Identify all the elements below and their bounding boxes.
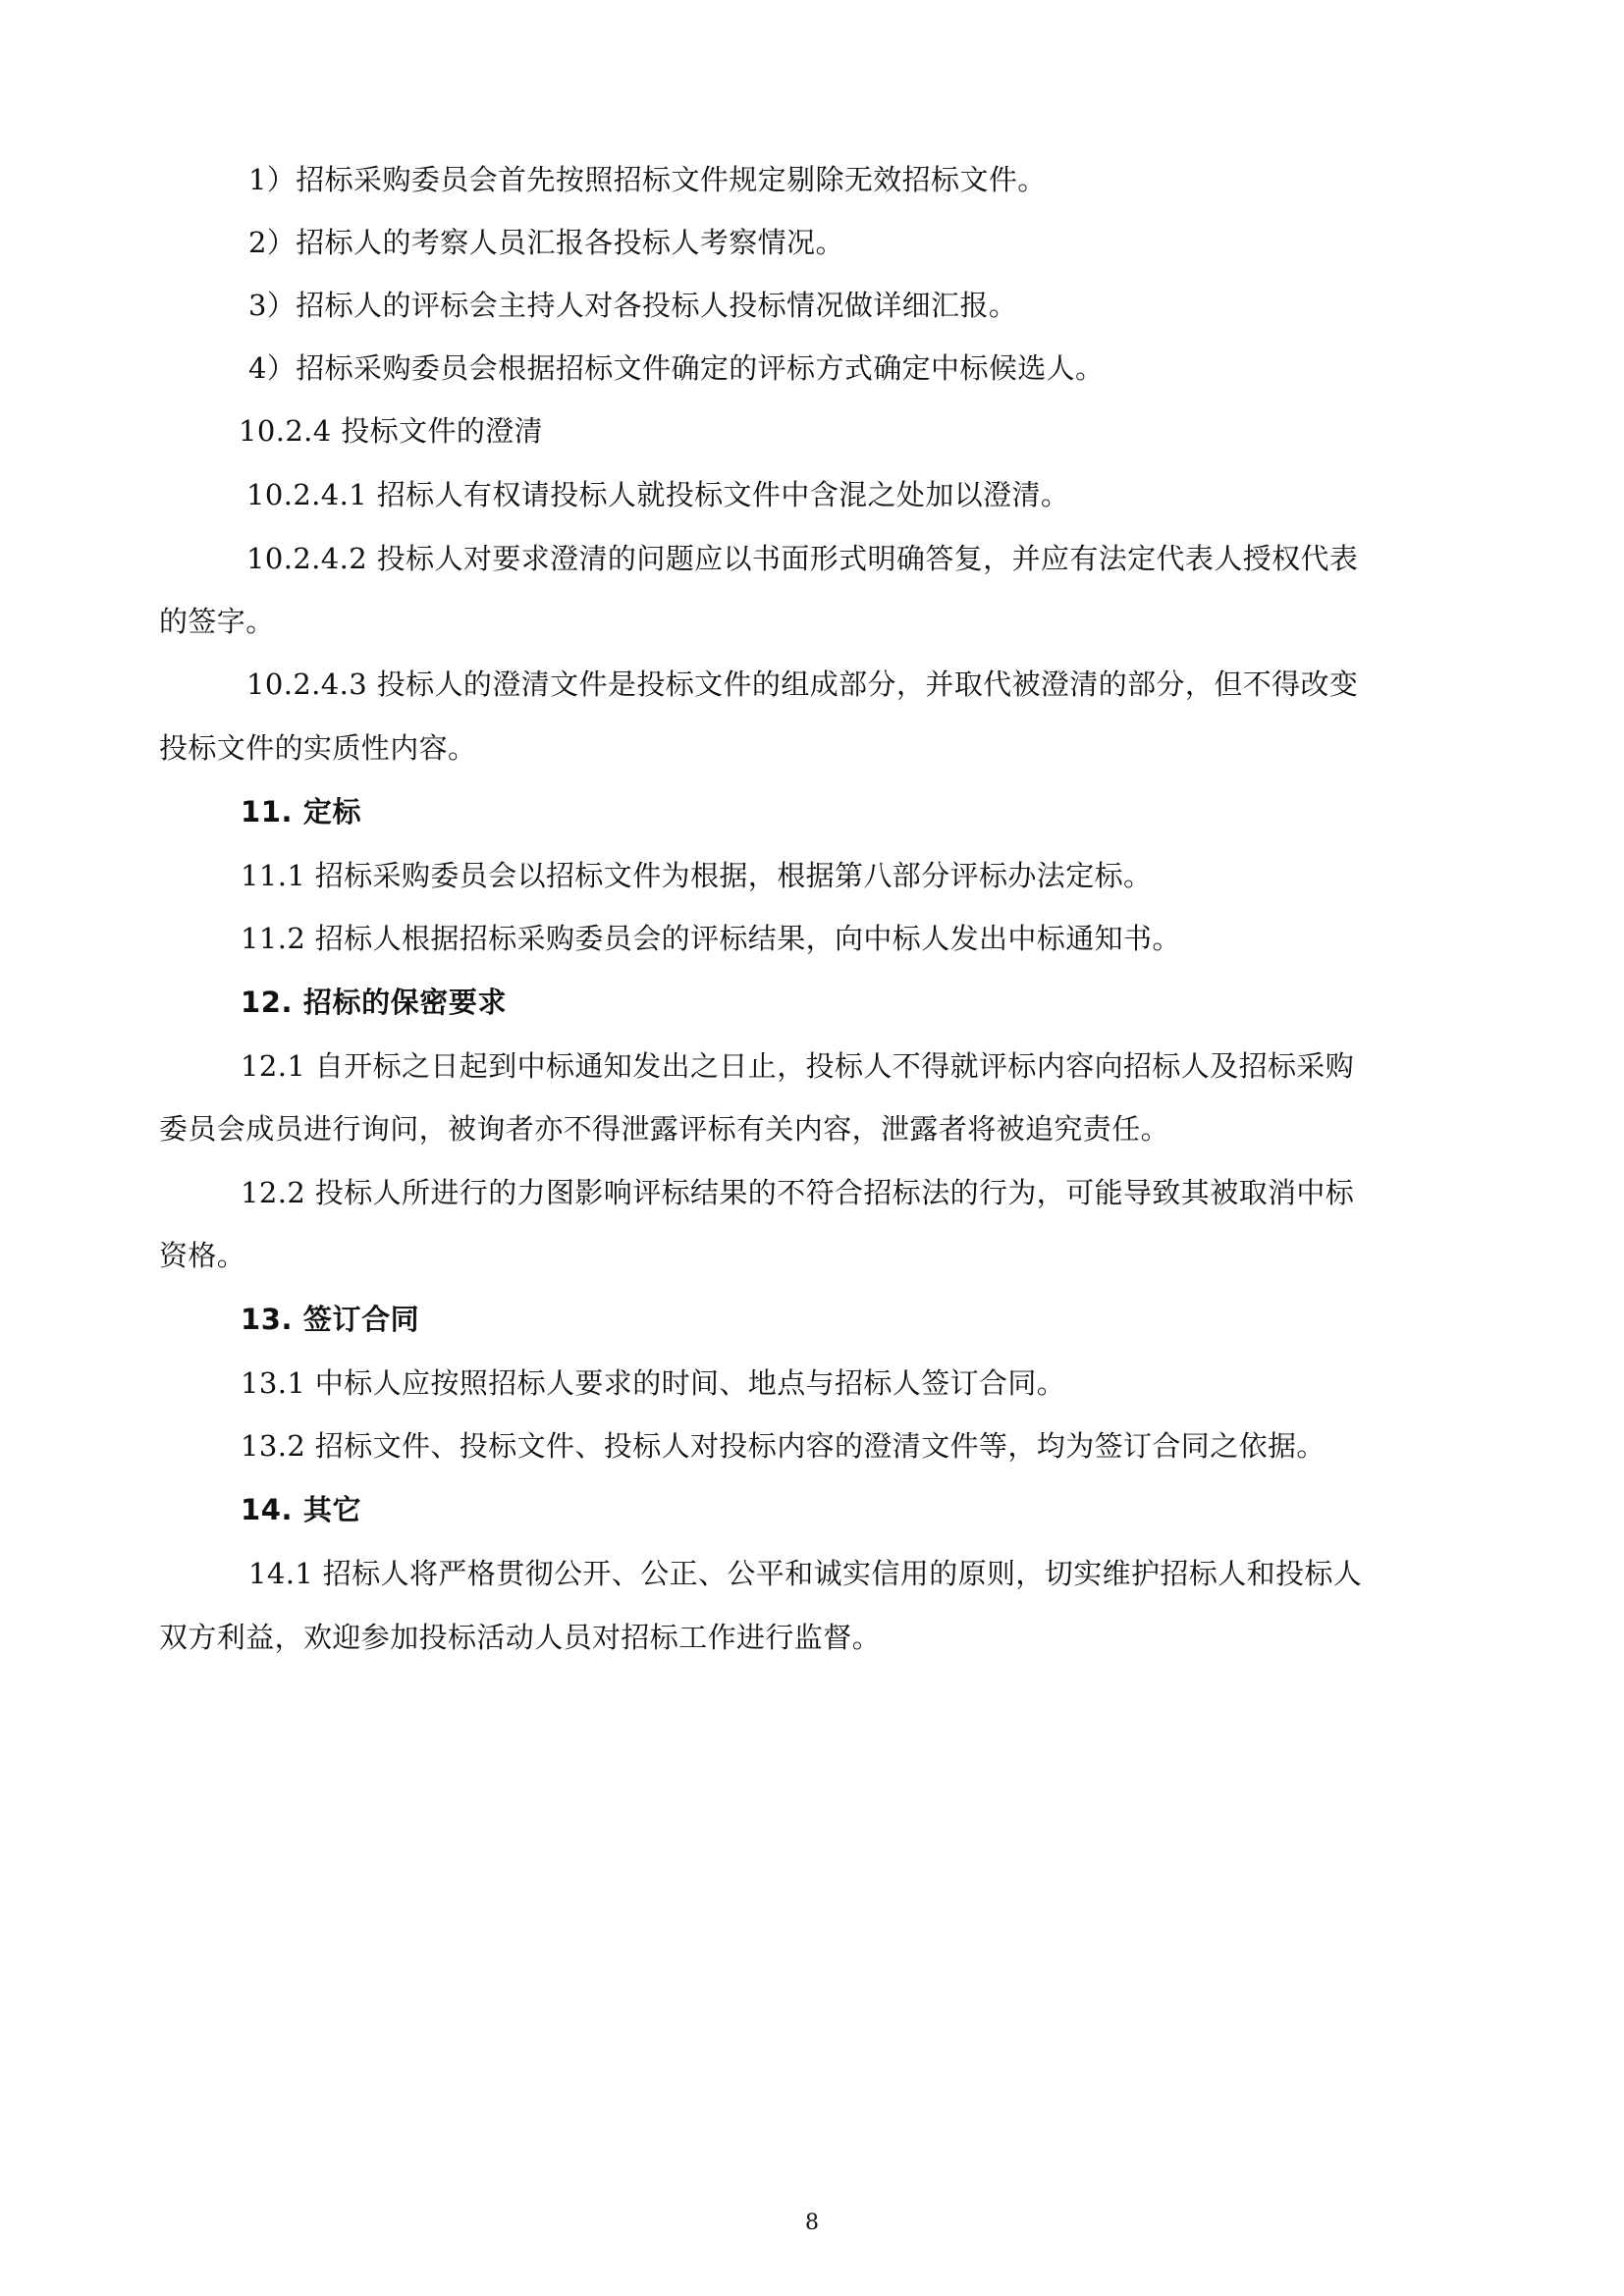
paragraph-line: 双方利益，欢迎参加投标活动人员对招标工作进行监督。 (159, 1621, 882, 1654)
paragraph-line: 10.2.4.3 投标人的澄清文件是投标文件的组成部分，并取代被澄清的部分，但不得改变 (246, 667, 1359, 701)
paragraph-line: 11.2 招标人根据招标采购委员会的评标结果，向中标人发出中标通知书。 (241, 922, 1181, 955)
section-heading: 11. 定标 (241, 795, 362, 828)
paragraph-line: 12.1 自开标之日起到中标通知发出之日止，投标人不得就评标内容向招标人及招标采购 (241, 1049, 1355, 1083)
paragraph-line: 2）招标人的考察人员汇报各投标人考察情况。 (248, 226, 844, 259)
subsection-title: 10.2.4 投标文件的澄清 (239, 414, 544, 448)
paragraph-line: 的签字。 (159, 605, 275, 638)
section-heading: 12. 招标的保密要求 (241, 986, 508, 1019)
section-heading: 13. 签订合同 (241, 1303, 420, 1336)
paragraph-line: 10.2.4.1 招标人有权请投标人就投标文件中含混之处加以澄清。 (246, 478, 1070, 511)
paragraph-line: 3）招标人的评标会主持人对各投标人投标情况做详细汇报。 (248, 289, 1018, 322)
paragraph-line: 12.2 投标人所进行的力图影响评标结果的不符合招标法的行为，可能导致其被取消中标 (241, 1176, 1355, 1209)
paragraph-line: 10.2.4.2 投标人对要求澄清的问题应以书面形式明确答复，并应有法定代表人授权代表 (246, 542, 1359, 575)
paragraph-line: 4）招标采购委员会根据招标文件确定的评标方式确定中标候选人。 (248, 351, 1105, 385)
paragraph-line: 委员会成员进行询问，被询者亦不得泄露评标有关内容，泄露者将被追究责任。 (159, 1112, 1170, 1146)
paragraph-line: 11.1 招标采购委员会以招标文件为根据，根据第八部分评标办法定标。 (241, 859, 1153, 892)
paragraph-line: 1）招标采购委员会首先按照招标文件规定剔除无效招标文件。 (248, 163, 1047, 196)
paragraph-line: 14.1 招标人将严格贯彻公开、公正、公平和诚实信用的原则，切实维护招标人和投标人 (248, 1557, 1363, 1590)
paragraph-line: 13.2 招标文件、投标文件、投标人对投标内容的澄清文件等，均为签订合同之依据。 (241, 1429, 1326, 1463)
paragraph-line: 投标文件的实质性内容。 (159, 731, 477, 765)
paragraph-line: 资格。 (159, 1239, 246, 1272)
section-heading: 14. 其它 (241, 1493, 362, 1526)
page-number: 8 (805, 2211, 819, 2235)
paragraph-line: 13.1 中标人应按照招标人要求的时间、地点与招标人签订合同。 (241, 1366, 1066, 1400)
